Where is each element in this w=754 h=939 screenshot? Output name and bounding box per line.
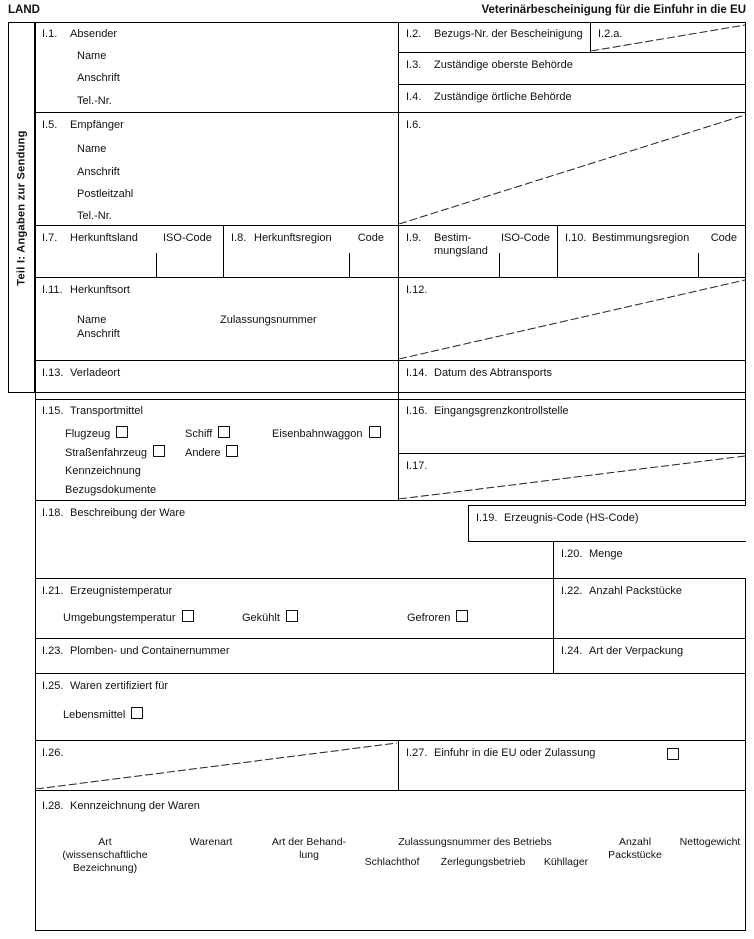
field-i10-bestimmungsregion <box>557 225 746 277</box>
column-header-zerlegungsbetrieb: Zerlegungsbetrieb <box>440 856 526 868</box>
field-label: Erzeugnistemperatur <box>70 585 173 597</box>
part1-sidebar <box>8 22 35 393</box>
diagonal-line <box>399 454 745 499</box>
checkbox-label: Eisenbahnwaggon <box>272 428 363 440</box>
field-i28-kennzeichnung <box>35 790 746 931</box>
schiff-checkbox[interactable] <box>218 426 230 438</box>
column-header-art: Art (wissenschaftliche Bezeichnung) <box>62 836 148 874</box>
part1-sidebar-label: Teil I: Angaben zur Sendung <box>15 129 28 286</box>
field-number: I.11. <box>42 284 63 296</box>
field-number: I.21. <box>42 585 64 597</box>
field-label: Einfuhr in die EU oder Zulassung <box>434 747 596 759</box>
field-number: I.15. <box>42 405 64 417</box>
field-i1-absender <box>35 22 398 112</box>
field-i24-verpackung <box>553 638 746 673</box>
field-label: Herkunftsland <box>70 232 138 244</box>
field-number: I.4. <box>406 91 422 103</box>
field-number: I.17. <box>406 460 428 472</box>
page-title: Veterinärbescheinigung für die Einfuhr in die EU <box>481 4 746 16</box>
code-header: Code <box>710 232 737 244</box>
field-i16-grenzkontrollstelle <box>398 399 746 453</box>
field-number: I.24. <box>561 645 583 657</box>
field-number: I.5. <box>42 119 58 131</box>
field-number: I.12. <box>406 284 428 296</box>
column-header-behandlung: Art der Behand- lung <box>271 836 347 861</box>
field-i19-hs-code <box>468 505 746 542</box>
column-header-kuehllager: Kühllager <box>543 856 589 868</box>
field-i5-empfaenger <box>35 112 398 225</box>
field-i8-herkunftsregion <box>223 225 398 277</box>
field-i27-einfuhr-zulassung <box>398 740 746 790</box>
field-i14-datum-abtransport <box>398 360 746 393</box>
field-label: Zuständige örtliche Behörde <box>434 91 572 103</box>
field-label: Waren zertifiziert für <box>70 680 169 692</box>
field-label: Empfänger <box>70 119 124 131</box>
field-i3-oberste-behoerde <box>398 52 746 84</box>
field-label: Absender <box>70 28 118 40</box>
diagonal-line <box>36 741 397 789</box>
subfield-postleitzahl: Postleitzahl <box>77 188 134 200</box>
field-label: Bestimmungsregion <box>592 232 690 244</box>
field-i15-transportmittel <box>35 399 398 500</box>
column-header-anzahl-packstuecke: Anzahl Packstücke <box>608 836 662 861</box>
field-label: Anzahl Packstücke <box>589 585 682 597</box>
gekuehlt-checkbox[interactable] <box>286 610 298 622</box>
field-number: I.16. <box>406 405 428 417</box>
country-label: LAND <box>8 4 40 16</box>
field-i13-verladeort <box>35 360 398 393</box>
field-number: I.14. <box>406 367 428 379</box>
strassenfahrzeug-checkbox[interactable] <box>153 445 165 457</box>
column-header-zulassungsnummer: Zulassungsnummer des Betriebs <box>398 836 552 848</box>
einfuhr-zulassung-checkbox[interactable] <box>667 748 679 760</box>
field-number: I.23. <box>42 645 64 657</box>
field-number: I.2.a. <box>598 28 623 40</box>
checkbox-label: Gekühlt <box>242 612 280 624</box>
subfield-telnr: Tel.-Nr. <box>77 95 112 107</box>
field-label: Herkunftsregion <box>254 232 332 244</box>
field-number: I.8. <box>231 232 247 244</box>
field-label: Eingangsgrenzkontrollstelle <box>434 405 569 417</box>
eisenbahnwaggon-checkbox[interactable] <box>369 426 381 438</box>
field-number: I.7. <box>42 232 58 244</box>
field-number: I.26. <box>42 747 64 759</box>
field-number: I.22. <box>561 585 583 597</box>
subfield-name: Name <box>77 143 107 155</box>
field-label: Verladeort <box>70 367 121 379</box>
code-header: Code <box>357 232 384 244</box>
iso-code-header: ISO-Code <box>163 232 212 244</box>
field-i9-bestimmungsland <box>398 225 557 277</box>
field-i25-waren-zertifiziert <box>35 673 746 740</box>
column-header-warenart: Warenart <box>189 836 233 848</box>
field-number: I.19. <box>476 512 498 524</box>
diagonal-line <box>591 23 745 51</box>
field-i2-bezugsnr <box>398 22 590 52</box>
field-number: I.3. <box>406 59 422 71</box>
field-label: Beschreibung der Ware <box>70 507 186 519</box>
subfield-name: Name <box>77 50 107 62</box>
field-number: I.18. <box>42 507 64 519</box>
field-i23-plombennummer <box>35 638 553 673</box>
umgebungstemperatur-checkbox[interactable] <box>182 610 194 622</box>
field-number: I.27. <box>406 747 428 759</box>
checkbox-label: Lebensmittel <box>63 709 126 721</box>
code-divider-tick <box>156 253 157 277</box>
checkbox-label: Gefroren <box>407 612 451 624</box>
checkbox-label: Andere <box>185 447 221 459</box>
field-i7-herkunftsland <box>35 225 223 277</box>
field-number: I.2. <box>406 28 422 40</box>
field-number: I.20. <box>561 548 583 560</box>
field-label: Transportmittel <box>70 405 143 417</box>
subfield-name: Name <box>77 314 107 326</box>
field-label: Bestim- <box>434 232 472 244</box>
diagonal-line <box>399 278 745 359</box>
column-header-schlachthof: Schlachthof <box>364 856 420 868</box>
subfield-bezugsdokumente: Bezugsdokumente <box>65 484 157 496</box>
field-label: Plomben- und Containernummer <box>70 645 230 657</box>
field-label: Art der Verpackung <box>589 645 684 657</box>
field-number: I.9. <box>406 232 422 244</box>
checkbox-label: Umgebungstemperatur <box>63 612 176 624</box>
code-divider-tick <box>349 253 350 277</box>
field-number: I.10. <box>565 232 587 244</box>
field-i4-oertliche-behoerde <box>398 84 746 112</box>
checkbox-label: Flugzeug <box>65 428 111 440</box>
field-label: Herkunftsort <box>70 284 130 296</box>
subfield-anschrift: Anschrift <box>77 166 120 178</box>
checkbox-label: Schiff <box>185 428 213 440</box>
lebensmittel-checkbox[interactable] <box>131 707 143 719</box>
field-label: Datum des Abtransports <box>434 367 553 379</box>
subfield-telnr: Tel.-Nr. <box>77 210 112 222</box>
field-number: I.1. <box>42 28 58 40</box>
gefroren-checkbox[interactable] <box>456 610 468 622</box>
field-i20-menge <box>553 542 746 578</box>
diagonal-line <box>399 113 745 224</box>
field-number: I.28. <box>42 800 64 812</box>
field-label: mungsland <box>434 245 488 257</box>
field-label: Kennzeichnung der Waren <box>70 800 200 812</box>
field-label: Bezugs-Nr. der Bescheinigung <box>434 28 583 40</box>
iso-code-header: ISO-Code <box>501 232 550 244</box>
subfield-kennzeichnung: Kennzeichnung <box>65 465 141 477</box>
flugzeug-checkbox[interactable] <box>116 426 128 438</box>
field-label: Zuständige oberste Behörde <box>434 59 573 71</box>
code-divider-tick <box>499 253 500 277</box>
subfield-anschrift: Anschrift <box>77 72 120 84</box>
field-number: I.6. <box>406 119 422 131</box>
field-i22-anzahl-packstuecke <box>553 578 746 638</box>
subfield-anschrift: Anschrift <box>77 328 120 340</box>
checkbox-label: Straßenfahrzeug <box>65 447 147 459</box>
field-i11-herkunftsort <box>35 277 398 360</box>
field-i21-erzeugnistemperatur <box>35 578 553 638</box>
field-number: I.13. <box>42 367 64 379</box>
andere-checkbox[interactable] <box>226 445 238 457</box>
subfield-zulassungsnummer: Zulassungsnummer <box>220 314 317 326</box>
column-header-nettogewicht: Nettogewicht <box>679 836 741 848</box>
field-number: I.25. <box>42 680 64 692</box>
field-label: Erzeugnis-Code (HS-Code) <box>504 512 639 524</box>
field-label: Menge <box>589 548 623 560</box>
code-divider-tick <box>698 253 699 277</box>
